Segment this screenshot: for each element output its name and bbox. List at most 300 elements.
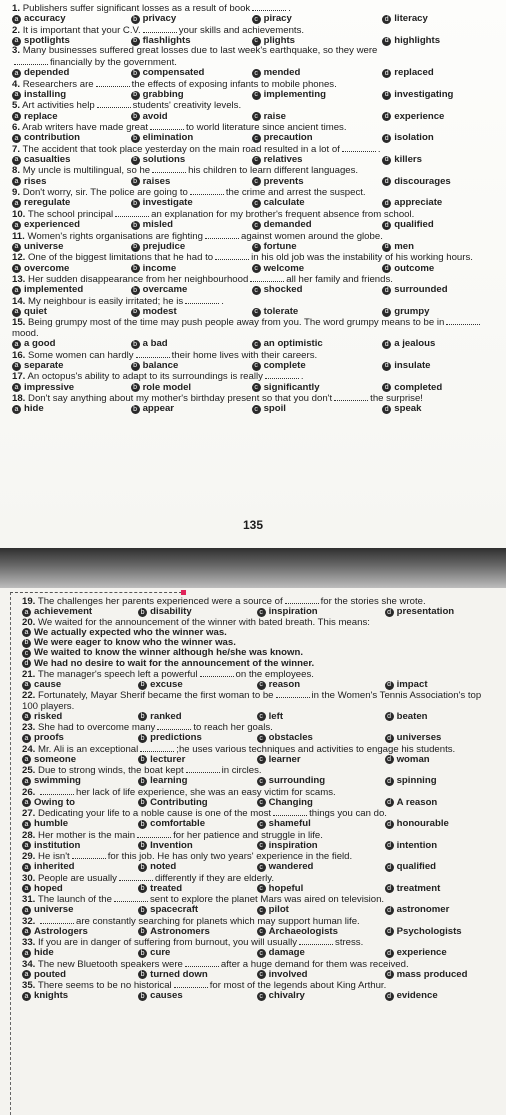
option-a[interactable] — [22, 841, 138, 851]
option-a[interactable] — [22, 680, 138, 690]
option-letter-circle-icon: a — [12, 308, 21, 317]
option-a[interactable] — [12, 133, 131, 143]
option-b[interactable] — [131, 264, 252, 274]
question-text-after: for most of the legends about King Arthur. — [209, 980, 387, 991]
option-letter-circle-icon: d — [382, 134, 391, 143]
option-a[interactable] — [22, 927, 138, 937]
answer-blank[interactable] — [14, 57, 48, 65]
option-d[interactable] — [382, 90, 496, 100]
options-row — [12, 383, 496, 393]
option-text: accuracy — [24, 13, 66, 25]
option-d[interactable] — [385, 607, 496, 617]
answer-blank[interactable] — [250, 274, 284, 282]
option-text: experienced — [24, 219, 80, 231]
option-b[interactable] — [138, 733, 257, 743]
option-letter-circle-icon: c — [257, 777, 266, 786]
option-letter-circle-icon: d — [385, 970, 394, 979]
option-text: causes — [150, 990, 183, 1002]
option-text: hoped — [34, 882, 63, 894]
option-a[interactable] — [12, 14, 131, 24]
option-text: Archaeologists — [268, 925, 338, 937]
option-c[interactable] — [257, 862, 385, 872]
option-d[interactable] — [385, 798, 496, 808]
option-a[interactable] — [12, 383, 131, 393]
option-a[interactable] — [22, 991, 138, 1001]
option-a[interactable] — [22, 970, 138, 980]
option-c[interactable] — [257, 680, 385, 690]
answer-blank[interactable] — [205, 231, 239, 239]
option-a[interactable] — [22, 862, 138, 872]
options-row — [12, 177, 496, 187]
option-text: reason — [268, 679, 301, 690]
question-text-before: Researchers are — [22, 78, 94, 90]
option-text: separate — [24, 359, 64, 371]
question-text-before: We waited for the announcement of the winner with bated breath. This means: — [38, 616, 370, 628]
option-b[interactable] — [131, 285, 252, 295]
option-d[interactable] — [382, 198, 496, 208]
answer-blank[interactable] — [342, 144, 376, 152]
options-row — [12, 68, 496, 78]
question-text-before: If you are in danger of suffering from burnout, you will usually — [38, 937, 298, 948]
option-text: balance — [142, 359, 179, 371]
option-letter-circle-icon: a — [12, 362, 21, 371]
option-letter-circle-icon: a — [22, 906, 31, 915]
option-text: a good — [24, 338, 56, 350]
option-text: astronomer — [396, 904, 450, 916]
answer-blank[interactable] — [119, 873, 153, 881]
option-letter-circle-icon: a — [12, 112, 21, 121]
answer-blank[interactable] — [185, 959, 219, 967]
option-a[interactable] — [12, 68, 131, 78]
option-letter-circle-icon: d — [382, 243, 391, 252]
question-number: 17. — [12, 371, 26, 383]
option-c[interactable] — [252, 112, 383, 122]
option-d[interactable] — [382, 112, 496, 122]
option-b[interactable] — [131, 177, 252, 187]
option-text: an optimistic — [263, 338, 323, 350]
option-d[interactable] — [382, 36, 496, 46]
option-text: welcome — [263, 262, 305, 274]
option-b[interactable] — [131, 112, 252, 122]
option-letter-circle-icon: d — [22, 659, 31, 668]
answer-blank[interactable] — [40, 916, 74, 924]
option-d[interactable] — [382, 133, 496, 143]
option-c[interactable] — [257, 712, 385, 722]
option-letter-circle-icon: c — [257, 820, 266, 829]
question-text-before: The manager's speech left a powerful — [37, 668, 198, 680]
option-a[interactable] — [22, 776, 138, 786]
option-letter-circle-icon: c — [257, 927, 266, 936]
option-letter-circle-icon: d — [382, 177, 391, 186]
option-b[interactable] — [138, 755, 257, 765]
option-b[interactable] — [138, 798, 257, 808]
option-c[interactable] — [252, 285, 383, 295]
question-text-after: your skills and achievements. — [178, 24, 305, 36]
option-letter-circle-icon: c — [257, 755, 266, 764]
option-text: cause — [34, 679, 62, 690]
answer-blank[interactable] — [136, 350, 170, 358]
answer-blank[interactable] — [152, 165, 186, 173]
option-letter-circle-icon: c — [257, 906, 266, 915]
question-text-after: in circles. — [221, 765, 262, 776]
question-number: 19. — [22, 596, 36, 607]
answer-blank[interactable] — [72, 851, 106, 859]
option-c[interactable] — [257, 948, 385, 958]
option-text: We were eager to know who the winner was. — [34, 637, 236, 648]
answer-blank[interactable] — [97, 100, 131, 108]
option-a[interactable] — [22, 755, 138, 765]
option-d[interactable] — [385, 905, 496, 915]
option-d[interactable] — [382, 361, 496, 371]
option-text: flashlights — [142, 35, 191, 47]
option-b[interactable] — [131, 339, 252, 349]
option-a[interactable] — [22, 884, 138, 894]
option-text: predictions — [150, 732, 202, 744]
option-c[interactable] — [257, 733, 385, 743]
answer-blank[interactable] — [200, 669, 234, 677]
question-text-before: She had to overcome many — [38, 722, 156, 733]
option-a[interactable] — [12, 285, 131, 295]
option-b[interactable] — [131, 242, 252, 252]
answer-blank[interactable] — [115, 209, 149, 217]
option-c[interactable] — [257, 927, 385, 937]
option-letter-circle-icon: d — [385, 755, 394, 764]
option-letter-circle-icon: a — [12, 15, 21, 24]
option-text: surrounding — [268, 775, 326, 787]
option-d[interactable] — [382, 285, 496, 295]
option-c[interactable] — [252, 177, 383, 187]
question-text-after: for this job. He has only two years' experience in the field. — [107, 851, 353, 862]
option-letter-circle-icon: a — [12, 199, 21, 208]
options-row — [12, 155, 496, 165]
option-letter-circle-icon: b — [138, 992, 147, 1001]
option-b[interactable] — [138, 862, 257, 872]
answer-blank[interactable] — [215, 252, 249, 260]
option-a[interactable] — [22, 819, 138, 829]
option-c[interactable] — [252, 307, 383, 317]
option-d[interactable] — [385, 776, 496, 786]
option-text: Astrologers — [34, 925, 88, 937]
question-8 — [12, 165, 496, 187]
option-d[interactable] — [382, 220, 496, 230]
question-number: 32. — [22, 915, 36, 927]
question-text-after: ;he uses various techniques and activities to engage his students. — [176, 743, 456, 755]
option-b[interactable] — [138, 948, 257, 958]
option-text: misled — [142, 219, 173, 231]
answer-blank[interactable] — [285, 596, 319, 604]
question-text-before: Women's rights organisations are fighting — [27, 230, 203, 242]
option-letter-circle-icon: b — [131, 199, 140, 208]
option-letter-circle-icon: c — [252, 91, 261, 100]
question-6 — [12, 122, 496, 144]
question-stem — [12, 252, 496, 263]
option-a[interactable] — [12, 198, 131, 208]
answer-blank[interactable] — [252, 3, 286, 11]
option-b[interactable] — [138, 680, 257, 690]
option-a[interactable] — [22, 798, 138, 808]
option-d[interactable] — [385, 948, 496, 958]
option-b[interactable] — [138, 841, 257, 851]
option-d[interactable] — [382, 242, 496, 252]
option-letter-circle-icon: b — [131, 112, 140, 121]
option-text: investigate — [142, 197, 193, 209]
option-d[interactable] — [382, 68, 496, 78]
option-letter-circle-icon: b — [131, 286, 140, 295]
option-letter-circle-icon: d — [382, 405, 391, 414]
answer-blank[interactable] — [446, 317, 480, 325]
option-b[interactable] — [131, 198, 252, 208]
option-c[interactable] — [252, 383, 383, 393]
option-d[interactable] — [382, 339, 496, 349]
option-letter-circle-icon: b — [131, 405, 140, 414]
option-a[interactable] — [12, 90, 131, 100]
option-a[interactable] — [12, 404, 131, 414]
option-b[interactable] — [131, 307, 252, 317]
option-d[interactable] — [385, 927, 496, 937]
question-stem — [12, 317, 496, 339]
answer-blank[interactable] — [150, 122, 184, 130]
option-letter-circle-icon: d — [385, 906, 394, 915]
option-letter-circle-icon: d — [385, 841, 394, 850]
option-letter-circle-icon: a — [22, 608, 31, 617]
question-text-before: Mr. Ali is an exceptional — [38, 743, 139, 755]
options-row — [22, 712, 496, 722]
option-text: We had no desire to wait for the announcement of the winner. — [34, 657, 315, 669]
option-letter-circle-icon: a — [22, 712, 31, 721]
question-27 — [22, 808, 496, 830]
option-d[interactable] — [382, 14, 496, 24]
option-letter-circle-icon: c — [252, 286, 261, 295]
options-row — [12, 133, 496, 143]
option-d[interactable] — [385, 819, 496, 829]
option-a[interactable] — [12, 242, 131, 252]
option-letter-circle-icon: c — [257, 884, 266, 893]
option-letter-circle-icon: b — [131, 362, 140, 371]
option-a[interactable] — [12, 112, 131, 122]
option-c[interactable] — [252, 404, 383, 414]
option-letter-circle-icon: a — [12, 340, 21, 349]
option-text: universe — [24, 240, 64, 252]
option-text: learner — [268, 753, 301, 765]
answer-blank[interactable] — [40, 787, 74, 795]
option-a[interactable] — [12, 339, 131, 349]
option-c[interactable] — [257, 970, 385, 980]
option-text: lecturer — [150, 753, 186, 765]
option-b[interactable] — [138, 905, 257, 915]
option-c[interactable] — [257, 819, 385, 829]
option-text: grumpy — [394, 306, 430, 318]
option-c[interactable] — [257, 841, 385, 851]
option-c[interactable] — [252, 14, 383, 24]
answer-blank[interactable] — [137, 830, 171, 838]
option-b[interactable] — [138, 970, 257, 980]
question-stem — [12, 46, 496, 68]
option-a[interactable] — [12, 307, 131, 317]
answer-blank[interactable] — [143, 25, 177, 33]
option-c[interactable] — [252, 68, 383, 78]
option-text: speak — [394, 403, 422, 415]
answer-blank[interactable] — [185, 296, 219, 304]
question-text-before: People are usually — [38, 872, 117, 884]
option-d[interactable] — [385, 841, 496, 851]
question-number: 18. — [12, 392, 26, 404]
options-row — [22, 628, 496, 669]
option-d[interactable] — [382, 155, 496, 165]
option-letter-circle-icon: b — [131, 243, 140, 252]
option-d[interactable] — [385, 991, 496, 1001]
option-letter-circle-icon: b — [131, 15, 140, 24]
question-text-before: There seems to be no historical — [37, 980, 172, 991]
question-text-after: are constantly searching for planets which may support human life. — [76, 915, 360, 927]
option-letter-circle-icon: d — [385, 712, 394, 721]
question-stem — [12, 393, 496, 404]
option-text: impressive — [24, 381, 75, 393]
answer-blank[interactable] — [186, 765, 220, 773]
answer-blank[interactable] — [174, 980, 208, 988]
option-text: pouted — [34, 968, 66, 980]
option-letter-circle-icon: b — [138, 777, 147, 786]
question-30 — [22, 873, 496, 895]
option-a[interactable] — [22, 905, 138, 915]
option-a[interactable] — [12, 220, 131, 230]
answer-blank[interactable] — [276, 690, 310, 698]
option-b[interactable] — [138, 927, 257, 937]
option-text: casualties — [24, 154, 71, 166]
answer-blank[interactable] — [96, 79, 130, 87]
question-29 — [22, 851, 496, 873]
answer-blank[interactable] — [140, 744, 174, 752]
option-c[interactable] — [252, 133, 383, 143]
question-stem — [12, 231, 496, 242]
answer-blank[interactable] — [157, 722, 191, 730]
option-b[interactable] — [138, 884, 257, 894]
question-text-before: The accident that took place yesterday on the main road resulted in a lot of — [22, 143, 340, 155]
answer-blank[interactable] — [273, 808, 307, 816]
option-c[interactable] — [252, 155, 383, 165]
option-letter-circle-icon: a — [22, 884, 31, 893]
question-number: 6. — [12, 121, 21, 133]
option-c[interactable] — [22, 648, 496, 658]
option-text: precaution — [263, 132, 313, 144]
option-a[interactable] — [12, 177, 131, 187]
option-d[interactable] — [385, 733, 496, 743]
option-letter-circle-icon: b — [138, 970, 147, 979]
option-text: pilot — [268, 904, 289, 916]
option-text: inherited — [34, 861, 75, 873]
option-a[interactable] — [22, 948, 138, 958]
option-b[interactable] — [131, 155, 252, 165]
option-c[interactable] — [252, 361, 383, 371]
option-c[interactable] — [252, 90, 383, 100]
option-a[interactable] — [12, 264, 131, 274]
option-c[interactable] — [252, 339, 383, 349]
option-b[interactable] — [131, 133, 252, 143]
option-letter-circle-icon: a — [22, 798, 31, 807]
option-letter-circle-icon: b — [131, 37, 140, 46]
option-b[interactable] — [131, 361, 252, 371]
option-c[interactable] — [257, 884, 385, 894]
option-text: spinning — [396, 775, 437, 787]
option-d[interactable] — [382, 307, 496, 317]
option-d[interactable] — [385, 712, 496, 722]
option-b[interactable] — [138, 776, 257, 786]
option-c[interactable] — [257, 905, 385, 915]
option-d[interactable] — [385, 862, 496, 872]
option-d[interactable] — [385, 755, 496, 765]
option-a[interactable] — [22, 712, 138, 722]
question-text-after: against women around the globe. — [240, 230, 383, 242]
answer-blank[interactable] — [265, 371, 299, 379]
question-text-before: My neighbour is easily irritated; he is — [28, 295, 184, 307]
question-14 — [12, 296, 496, 318]
answer-blank[interactable] — [299, 937, 333, 945]
option-d[interactable] — [385, 680, 496, 690]
option-d[interactable] — [385, 884, 496, 894]
option-d[interactable] — [22, 659, 496, 669]
answer-blank[interactable] — [114, 894, 148, 902]
option-b[interactable] — [138, 712, 257, 722]
option-text: demanded — [263, 219, 312, 231]
option-c[interactable] — [252, 220, 383, 230]
option-text: Psychologists — [396, 925, 462, 937]
option-b[interactable] — [138, 819, 257, 829]
option-text: depended — [24, 67, 70, 79]
option-c[interactable] — [252, 198, 383, 208]
option-letter-circle-icon: c — [257, 949, 266, 958]
option-c[interactable] — [257, 755, 385, 765]
option-b[interactable] — [131, 383, 252, 393]
option-d[interactable] — [382, 383, 496, 393]
option-d[interactable] — [385, 970, 496, 980]
option-c[interactable] — [257, 798, 385, 808]
option-text: obstacles — [268, 732, 313, 744]
option-d[interactable] — [382, 404, 496, 414]
option-letter-circle-icon: a — [22, 992, 31, 1001]
option-b[interactable] — [138, 991, 257, 1001]
option-c[interactable] — [252, 264, 383, 274]
option-text: mended — [263, 67, 301, 79]
question-4 — [12, 79, 496, 101]
option-c[interactable] — [257, 776, 385, 786]
options-row — [12, 285, 496, 295]
option-a[interactable] — [12, 361, 131, 371]
option-b[interactable] — [131, 68, 252, 78]
option-letter-circle-icon: c — [252, 243, 261, 252]
options-row — [12, 307, 496, 317]
option-a[interactable] — [22, 733, 138, 743]
option-b[interactable] — [131, 404, 252, 414]
question-text-before: Don't say anything about my mother's birthday present so that you don't — [28, 392, 333, 404]
option-letter-circle-icon: c — [252, 340, 261, 349]
option-letter-circle-icon: a — [22, 949, 31, 958]
option-c[interactable] — [257, 991, 385, 1001]
option-letter-circle-icon: b — [138, 798, 147, 807]
option-a[interactable] — [12, 155, 131, 165]
option-c[interactable] — [252, 242, 383, 252]
answer-blank[interactable] — [190, 187, 224, 195]
question-34 — [22, 959, 496, 981]
option-d[interactable] — [382, 264, 496, 274]
option-letter-circle-icon: c — [257, 734, 266, 743]
question-5 — [12, 100, 496, 122]
option-d[interactable] — [382, 177, 496, 187]
answer-blank[interactable] — [334, 393, 368, 401]
question-22 — [22, 690, 496, 722]
option-letter-circle-icon: b — [138, 734, 147, 743]
option-b[interactable] — [131, 90, 252, 100]
option-b[interactable] — [131, 220, 252, 230]
option-b[interactable] — [131, 14, 252, 24]
